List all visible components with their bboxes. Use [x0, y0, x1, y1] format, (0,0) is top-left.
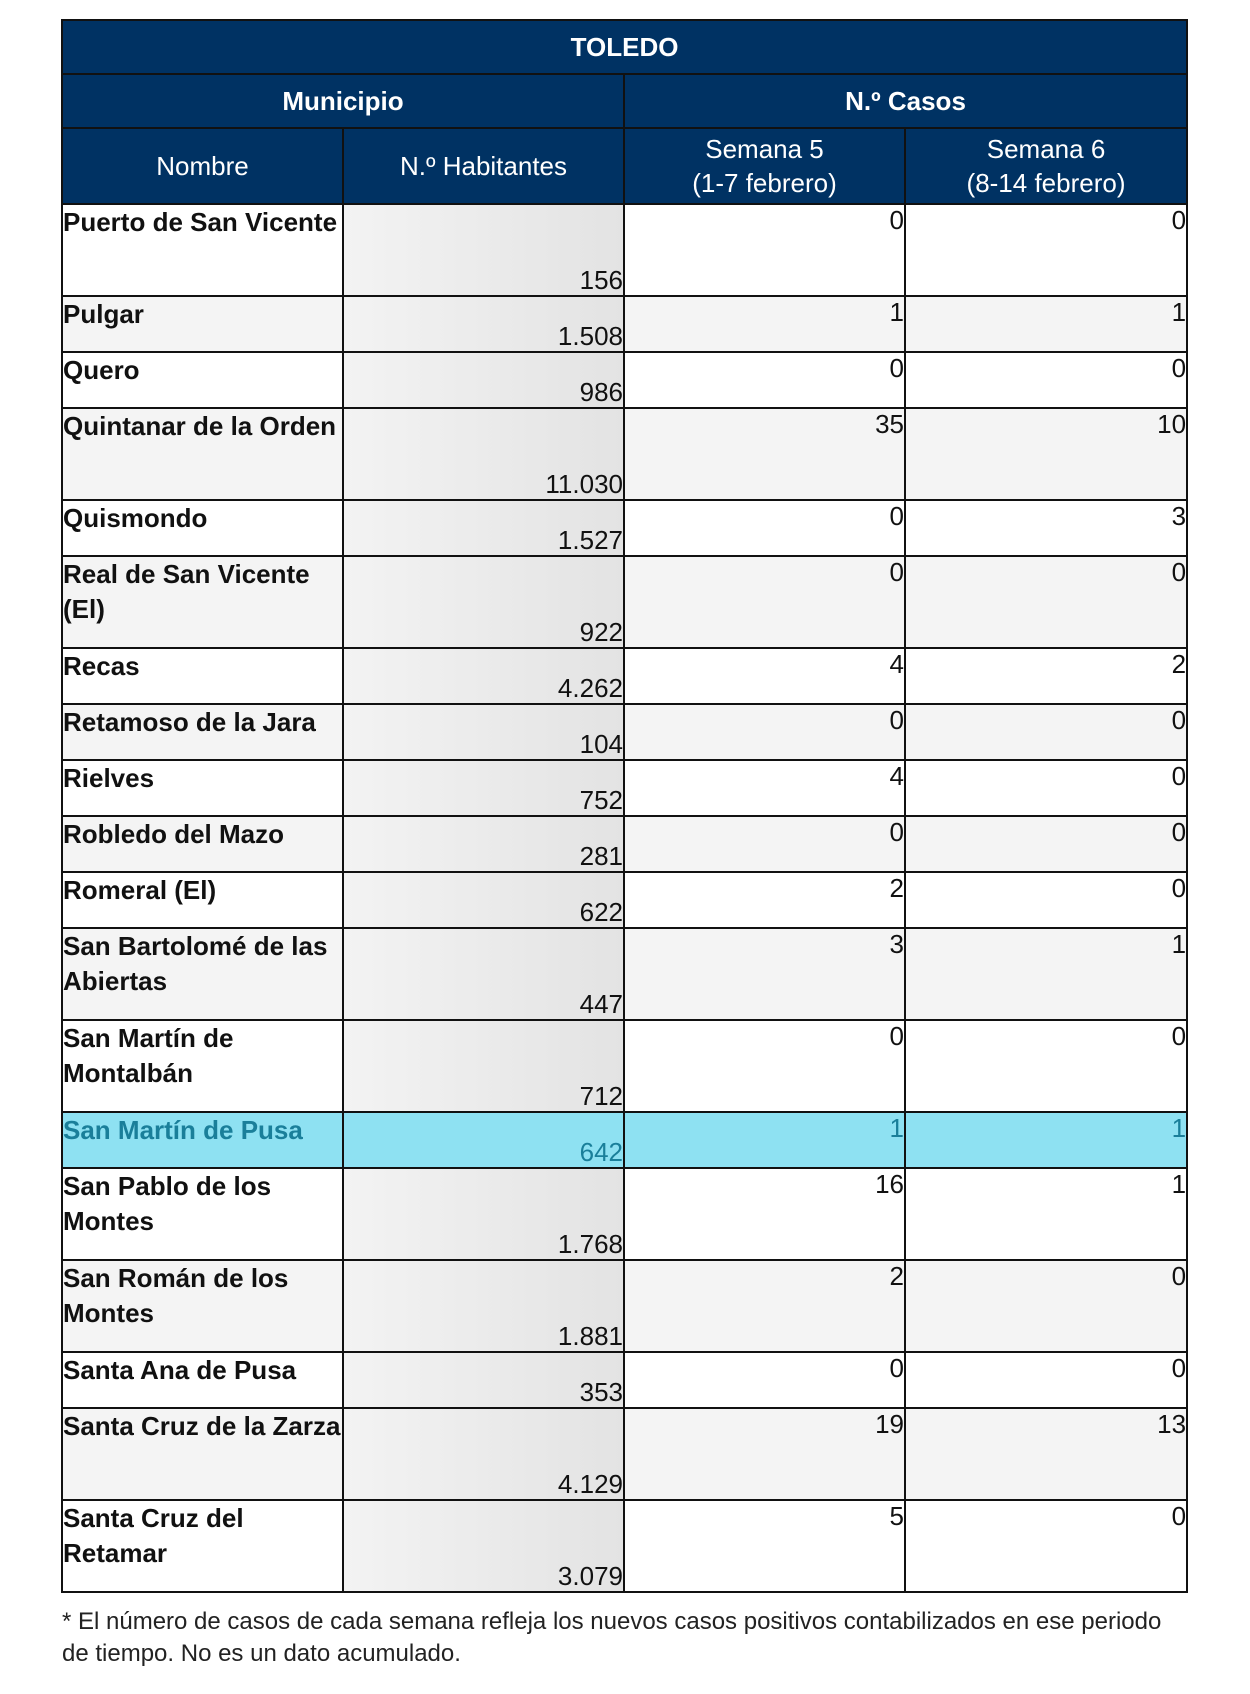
cell-habitantes: 622: [343, 872, 624, 928]
column-header-nombre: [62, 128, 343, 204]
cell-semana6: 1: [905, 1112, 1187, 1168]
cell-semana6: 0: [905, 556, 1187, 648]
cell-semana5: 0: [624, 1020, 905, 1112]
cell-semana6: 0: [905, 204, 1187, 296]
cell-semana5: 2: [624, 1260, 905, 1352]
cell-semana5: 1: [624, 296, 905, 352]
cell-habitantes: 353: [343, 1352, 624, 1408]
cell-nombre: San Román de los Montes: [62, 1260, 343, 1352]
column-header-habitantes: [343, 128, 624, 204]
table-row: [62, 408, 1187, 500]
cell-habitantes: 447: [343, 928, 624, 1020]
footnote-line-2: de tiempo. No es un dato acumulado.: [62, 1640, 461, 1667]
cell-semana5: 1: [624, 1112, 905, 1168]
cell-semana5: 0: [624, 204, 905, 296]
column-header-semana5-dates: (1-7 febrero): [692, 168, 837, 198]
cell-habitantes: 986: [343, 352, 624, 408]
table-row: [62, 352, 1187, 408]
footnote: [62, 1606, 1182, 1670]
cell-semana5: 0: [624, 1352, 905, 1408]
table-row: [62, 1260, 1187, 1352]
cell-nombre: San Pablo de los Montes: [62, 1168, 343, 1260]
cell-semana6: 1: [905, 296, 1187, 352]
cell-semana5: 16: [624, 1168, 905, 1260]
cell-nombre: San Bartolomé de las Abiertas: [62, 928, 343, 1020]
column-header-semana5-title: Semana 5: [705, 134, 824, 164]
cell-nombre: San Martín de Pusa: [62, 1112, 343, 1168]
cell-semana5: 2: [624, 872, 905, 928]
table-row: [62, 1020, 1187, 1112]
cell-habitantes: 156: [343, 204, 624, 296]
cell-semana5: 4: [624, 760, 905, 816]
column-header-semana6-dates: (8-14 febrero): [966, 168, 1126, 198]
cell-semana5: 0: [624, 556, 905, 648]
cell-habitantes: 1.881: [343, 1260, 624, 1352]
cell-habitantes: 922: [343, 556, 624, 648]
column-header-semana6-title: Semana 6: [986, 134, 1106, 164]
cell-semana6: 10: [905, 408, 1187, 500]
table-row: [62, 1168, 1187, 1260]
table-row: [62, 928, 1187, 1020]
cell-semana5: 35: [624, 408, 905, 500]
cell-habitantes: 3.079: [343, 1500, 624, 1592]
cell-semana5: 0: [624, 704, 905, 760]
cell-nombre: Retamoso de la Jara: [62, 704, 343, 760]
table-row: [62, 1500, 1187, 1592]
table-row: [62, 296, 1187, 352]
column-header-semana6: [905, 128, 1187, 204]
cell-semana5: 0: [624, 500, 905, 556]
cell-habitantes: 281: [343, 816, 624, 872]
cell-semana6: 1: [905, 928, 1187, 1020]
cell-habitantes: 1.768: [343, 1168, 624, 1260]
cell-habitantes: 712: [343, 1020, 624, 1112]
table-row: [62, 704, 1187, 760]
cell-nombre: Quero: [62, 352, 343, 408]
cell-habitantes: 642: [343, 1112, 624, 1168]
cell-nombre: Quintanar de la Orden: [62, 408, 343, 500]
cell-nombre: Santa Ana de Pusa: [62, 1352, 343, 1408]
cell-semana6: 0: [905, 1500, 1187, 1592]
cell-nombre: Pulgar: [62, 296, 343, 352]
column-header-semana5: [624, 128, 905, 204]
footnote-line-1: * El número de casos de cada semana refleja los nuevos casos positivos contabilizados en ese periodo: [62, 1608, 1162, 1635]
table-row: [62, 500, 1187, 556]
cell-semana6: 0: [905, 872, 1187, 928]
cell-habitantes: 1.508: [343, 296, 624, 352]
cell-nombre: Santa Cruz de la Zarza: [62, 1408, 343, 1500]
cell-habitantes: 104: [343, 704, 624, 760]
cell-semana5: 0: [624, 352, 905, 408]
cell-semana5: 4: [624, 648, 905, 704]
cell-nombre: Robledo del Mazo: [62, 816, 343, 872]
cases-table: [61, 19, 1188, 1593]
cell-semana6: 13: [905, 1408, 1187, 1500]
table-row: [62, 1352, 1187, 1408]
cell-semana6: 3: [905, 500, 1187, 556]
cell-nombre: Puerto de San Vicente: [62, 204, 343, 296]
cell-nombre: Rielves: [62, 760, 343, 816]
cell-semana5: 5: [624, 1500, 905, 1592]
cell-semana6: 0: [905, 816, 1187, 872]
table-row: [62, 648, 1187, 704]
cell-nombre: Real de San Vicente (El): [62, 556, 343, 648]
cell-nombre: San Martín de Montalbán: [62, 1020, 343, 1112]
table-row: [62, 760, 1187, 816]
table-title: TOLEDO: [62, 20, 1187, 74]
cell-nombre: Santa Cruz del Retamar: [62, 1500, 343, 1592]
cell-semana6: 0: [905, 1352, 1187, 1408]
table-row: [62, 816, 1187, 872]
cell-semana6: 2: [905, 648, 1187, 704]
table-row-highlighted: [62, 1112, 1187, 1168]
cell-semana6: 0: [905, 760, 1187, 816]
column-header-habitantes-label: N.º Habitantes: [399, 151, 568, 181]
cell-semana5: 3: [624, 928, 905, 1020]
cell-semana5: 19: [624, 1408, 905, 1500]
cell-habitantes: 4.262: [343, 648, 624, 704]
table-row: [62, 204, 1187, 296]
group-header-casos: N.º Casos: [624, 74, 1187, 128]
table-row: [62, 556, 1187, 648]
cell-nombre: Romeral (El): [62, 872, 343, 928]
cell-nombre: Quismondo: [62, 500, 343, 556]
cell-semana6: 0: [905, 1020, 1187, 1112]
cell-habitantes: 4.129: [343, 1408, 624, 1500]
cell-semana5: 0: [624, 816, 905, 872]
table-row: [62, 872, 1187, 928]
cell-nombre: Recas: [62, 648, 343, 704]
cell-semana6: 1: [905, 1168, 1187, 1260]
cell-habitantes: 11.030: [343, 408, 624, 500]
cell-habitantes: 752: [343, 760, 624, 816]
cell-semana6: 0: [905, 704, 1187, 760]
group-header-municipio: Municipio: [62, 74, 624, 128]
cell-habitantes: 1.527: [343, 500, 624, 556]
cell-semana6: 0: [905, 1260, 1187, 1352]
column-header-nombre-label: Nombre: [156, 151, 249, 181]
table-row: [62, 1408, 1187, 1500]
cell-semana6: 0: [905, 352, 1187, 408]
